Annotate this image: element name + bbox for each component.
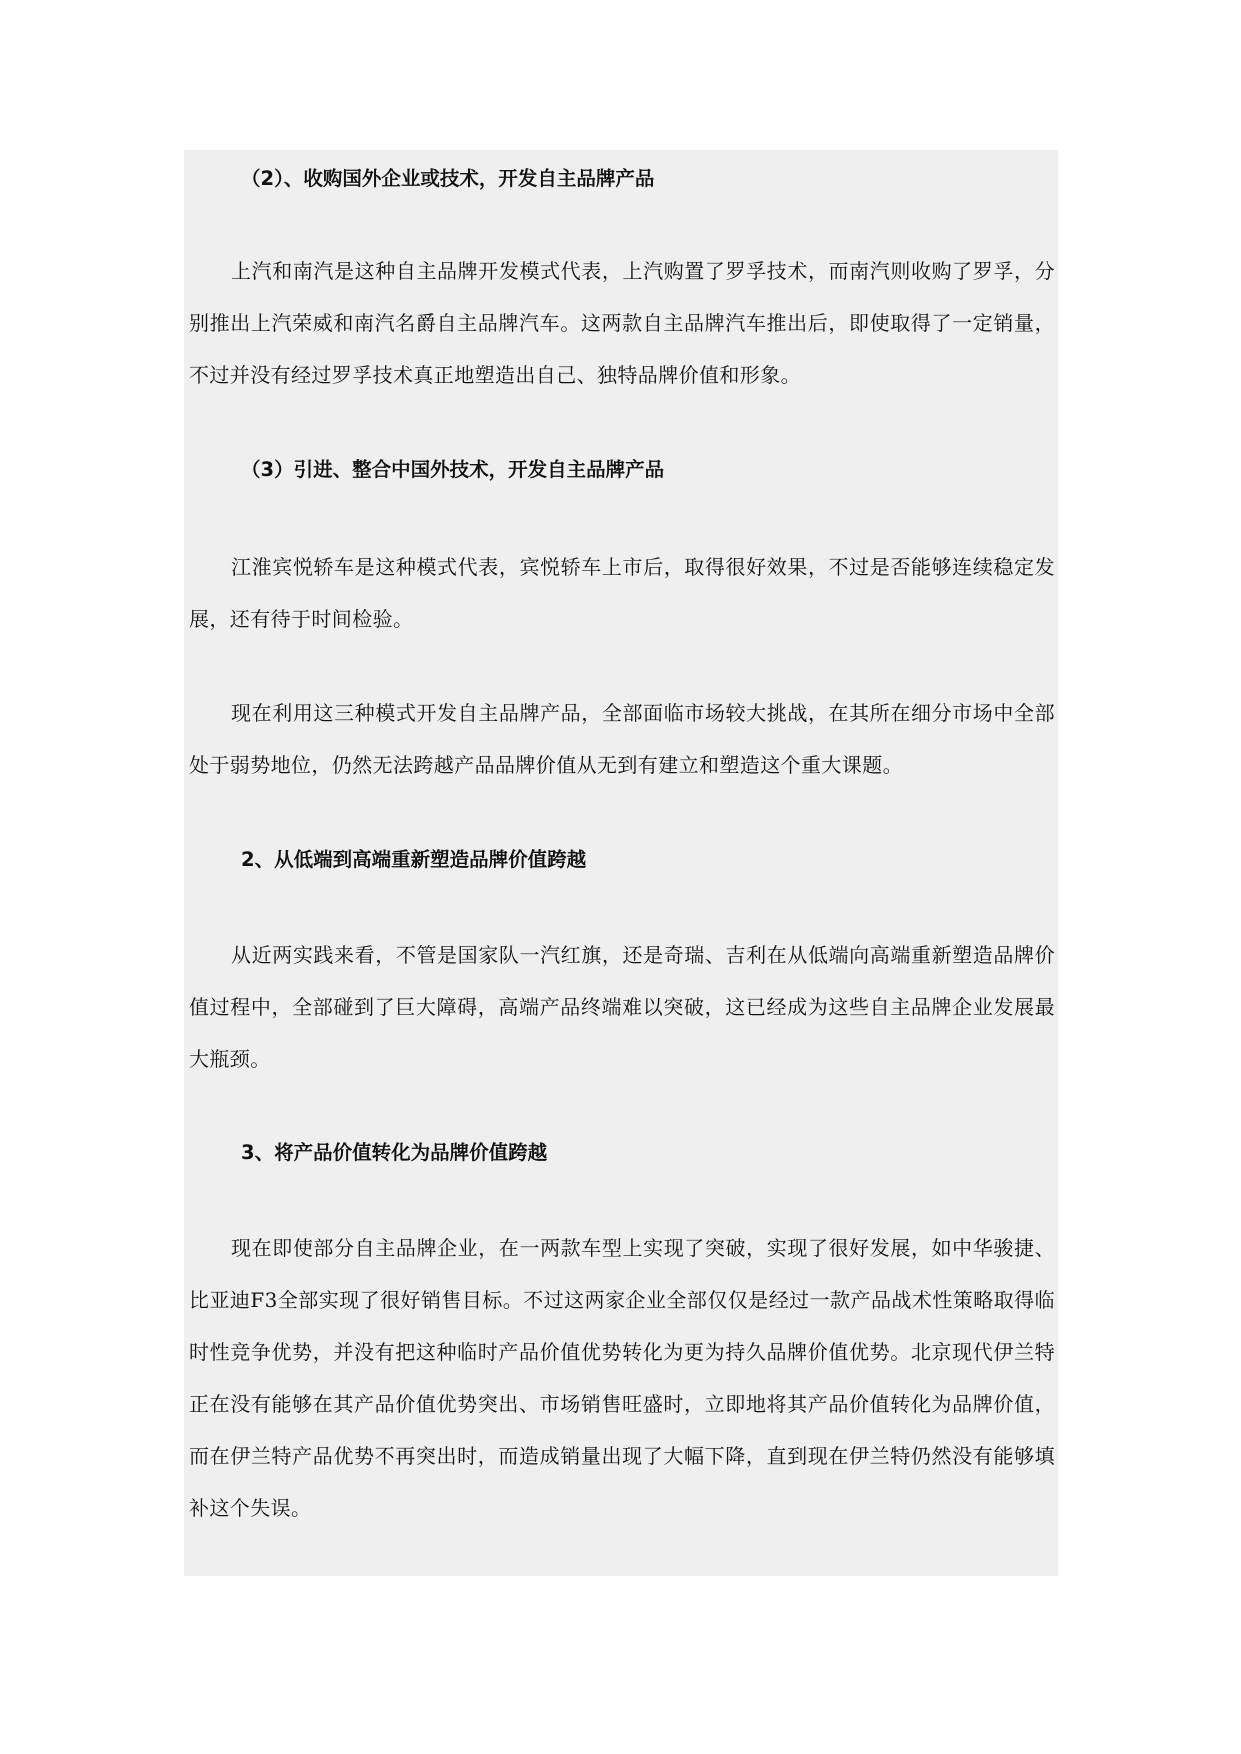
- paragraph-three-modes: 现在利用这三种模式开发自主品牌产品，全部面临市场较大挑战，在其所在细分市场中全部处于弱势地位，仍然无法跨越产品品牌价值从无到有建立和塑造这个重大课题。: [189, 701, 1055, 777]
- section-heading-3: （3）引进、整合中国外技术，开发自主品牌产品: [241, 458, 665, 481]
- section-heading-low-to-high: 2、从低端到高端重新塑造品牌价值跨越: [241, 848, 587, 871]
- paragraph-product-value: 现在即使部分自主品牌企业，在一两款车型上实现了突破，实现了很好发展，如中华骏捷、比亚迪F3全部实现了很好销售目标。不过这两家企业全部仅仅是经过一款产品战术性策略取得临时性竞争优势，并没有把这种临时产品价值优势转化为更为持久品牌价值优势。北京现代伊兰特正在没有能够在其产品价值优势突出、市场销售旺盛时，立即地将其产品价值转化为品牌价值，而在伊兰特产品优势不再突出时，而造成销量出现了大幅下降，直到现在伊兰特仍然没有能够填补这个失误。: [189, 1236, 1055, 1520]
- section-heading-product-to-brand: 3、将产品价值转化为品牌价值跨越: [241, 1141, 548, 1164]
- paragraph-saic-nanjing: 上汽和南汽是这种自主品牌开发模式代表，上汽购置了罗孚技术，而南汽则收购了罗孚，分别推出上汽荣威和南汽名爵自主品牌汽车。这两款自主品牌汽车推出后，即使取得了一定销量，不过并没有经过罗孚技术真正地塑造出自己、独特品牌价值和形象。: [189, 259, 1055, 387]
- section-heading-2: （2）、收购国外企业或技术，开发自主品牌产品: [241, 167, 655, 190]
- paragraph-jac: 江淮宾悦轿车是这种模式代表，宾悦轿车上市后，取得很好效果，不过是否能够连续稳定发展，还有待于时间检验。: [189, 555, 1055, 631]
- paragraph-practice: 从近两实践来看，不管是国家队一汽红旗，还是奇瑞、吉利在从低端向高端重新塑造品牌价值过程中，全部碰到了巨大障碍，高端产品终端难以突破，这已经成为这些自主品牌企业发展最大瓶颈。: [189, 943, 1055, 1071]
